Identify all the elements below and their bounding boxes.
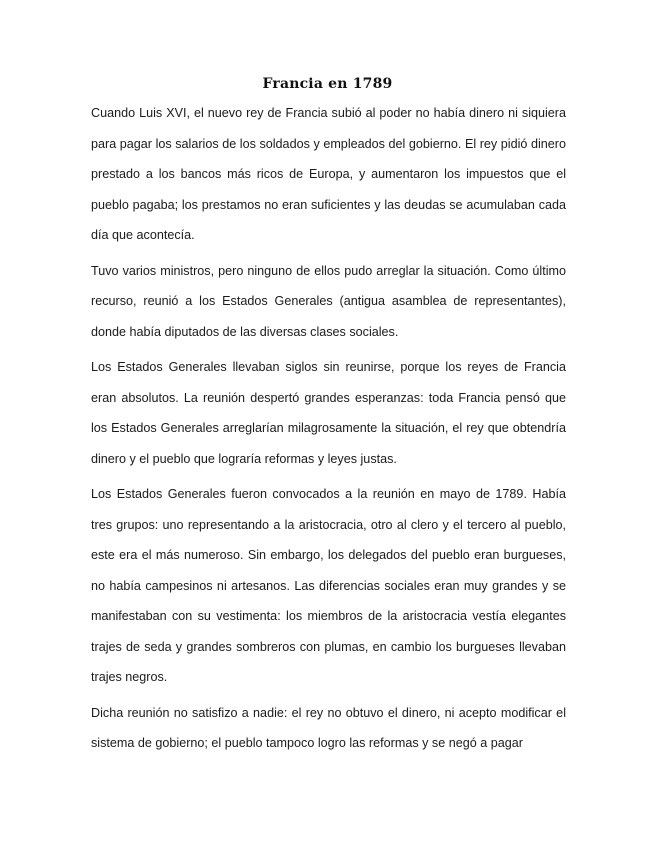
document-title: Francia en 1789: [262, 76, 393, 92]
paragraph-1: Cuando Luis XVI, el nuevo rey de Francia subió al poder no había dinero ni siquiera para pagar los salarios de los soldados y empleados del gobierno. El rey pidió dinero prestado a los bancos más ricos de Europa, y aumentaron los impuestos que el pueblo pagaba; los prestamos no eran suficientes y las deudas se acumulaban cada día que acontecía.: [91, 106, 566, 242]
paragraph-5: Dicha reunión no satisfizo a nadie: el rey no obtuvo el dinero, ni acepto modificar el sistema de gobierno; el pueblo tampoco logro las reformas y se negó a pagar: [91, 705, 566, 750]
paragraph-3: Los Estados Generales llevaban siglos sin reunirse, porque los reyes de Francia eran absolutos. La reunión despertó grandes esperanzas: toda Francia pensó que los Estados Generales arreglarían milagrosamente la situación, el rey que obtendría dinero y el pueblo que lograría reformas y leyes justas.: [91, 360, 566, 466]
paragraph-4: Los Estados Generales fueron convocados a la reunión en mayo de 1789. Había tres grupos: uno representando a la aristocracia, otro al clero y el tercero al pueblo, este era el más numeroso. Sin embargo, los delegados del pueblo eran burgueses, no había campesinos ni artesanos. Las diferencias sociales eran muy grandes y se manifestaban con su vestimenta: los miembros de la aristocracia vestía elegantes trajes de seda y grandes sombreros con plumas, en cambio los burgueses llevaban trajes negros.: [91, 487, 566, 684]
document-body: [91, 98, 566, 764]
paragraph-2: Tuvo varios ministros, pero ninguno de ellos pudo arreglar la situación. Como último recurso, reunió a los Estados Generales (antigua asamblea de representantes), donde había diputados de las diversas clases sociales.: [91, 263, 566, 339]
